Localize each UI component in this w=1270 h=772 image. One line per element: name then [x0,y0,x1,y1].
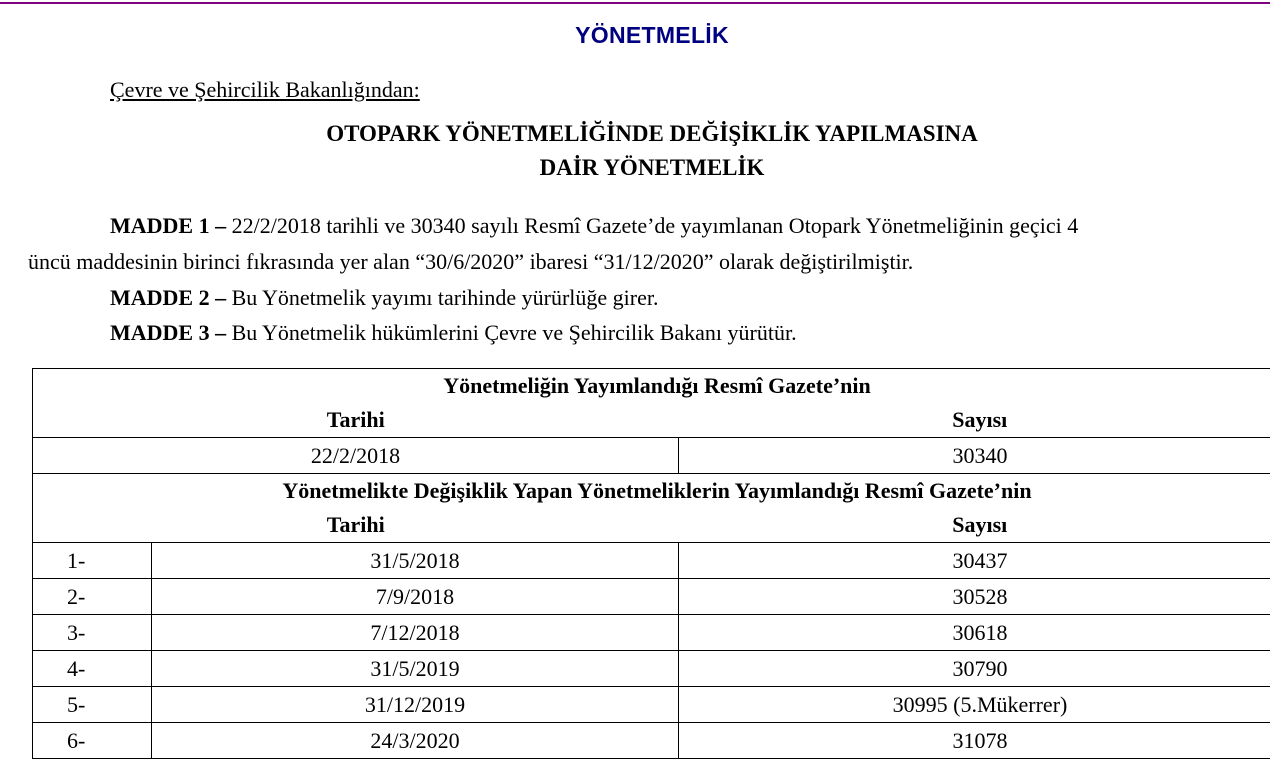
row-index: 5- [33,687,152,723]
article-1-continuation: üncü maddesinin birinci fıkrasında yer alan “30/6/2020” ibaresi “31/12/2020” olarak değiştirilmiştir. [28,249,914,274]
table-row [33,687,1270,723]
row-number: 31078 [678,723,1270,759]
regulation-title-line1: OTOPARK YÖNETMELİĞİNDE DEĞİŞİKLİK YAPILMASINA [326,121,978,146]
row-index: 2- [33,579,152,615]
article-3-label: MADDE 3 – [110,320,227,345]
row-date: 24/3/2020 [152,723,679,759]
table-row [33,543,1270,579]
row-number: 30528 [678,579,1270,615]
article-1-label: MADDE 1 – [110,213,227,238]
original-date-column-header: Tarihi [33,403,679,438]
article-1 [28,208,1270,244]
row-index: 4- [33,651,152,687]
table-row [33,615,1270,651]
article-3 [110,315,1270,351]
row-number: 30790 [678,651,1270,687]
regulation-title-line2: DAİR YÖNETMELİK [539,155,765,180]
row-index: 6- [33,723,152,759]
article-2-label: MADDE 2 – [110,285,227,310]
row-index: 3- [33,615,152,651]
article-3-text: Bu Yönetmelik hükümlerini Çevre ve Şehircilik Bakanı yürütür. [226,320,797,345]
row-date: 31/5/2019 [152,651,679,687]
row-date: 7/9/2018 [152,579,679,615]
row-number: 30618 [678,615,1270,651]
article-2-text: Bu Yönetmelik yayımı tarihinde yürürlüğe girer. [226,285,659,310]
original-number-cell: 30340 [678,438,1270,474]
row-date: 31/5/2018 [152,543,679,579]
row-index: 1- [33,543,152,579]
document-type-heading: YÖNETMELİK [575,22,729,48]
table-row [33,651,1270,687]
table-row [33,723,1270,759]
row-date: 7/12/2018 [152,615,679,651]
original-date-cell: 22/2/2018 [33,438,679,474]
amendments-date-column-header: Tarihi [33,508,679,543]
publication-history-table [32,368,1270,759]
article-2 [110,280,1270,316]
top-divider [0,2,1270,4]
amendments-number-column-header: Sayısı [678,508,1270,543]
original-publication-header: Yönetmeliğin Yayımlandığı Resmî Gazete’nin [33,369,1270,404]
amendments-header: Yönetmelikte Değişiklik Yapan Yönetmeliklerin Yayımlandığı Resmî Gazete’nin [33,474,1270,509]
row-number: 30437 [678,543,1270,579]
row-number: 30995 (5.Mükerrer) [678,687,1270,723]
table-row [33,579,1270,615]
issuing-ministry: Çevre ve Şehircilik Bakanlığından: [110,77,420,102]
row-date: 31/12/2019 [152,687,679,723]
original-number-column-header: Sayısı [678,403,1270,438]
article-1-text: 22/2/2018 tarihli ve 30340 sayılı Resmî Gazete’de yayımlanan Otopark Yönetmeliğinin geçici 4 [226,213,1079,238]
